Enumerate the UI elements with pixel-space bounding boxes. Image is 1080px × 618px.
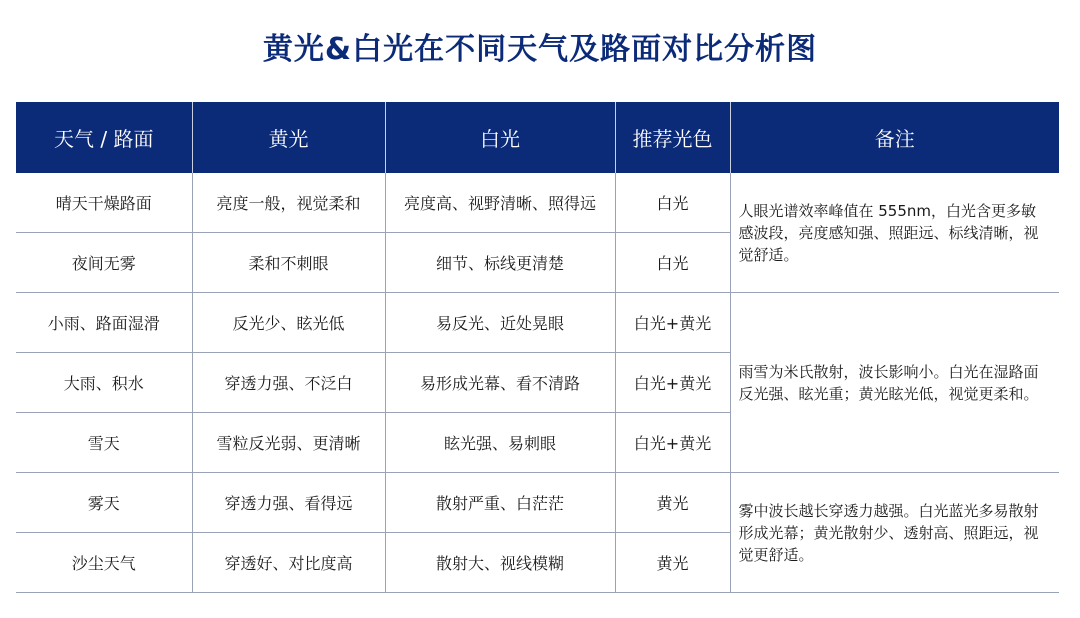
table-row	[16, 173, 1059, 233]
white-light-cell: 散射大、视线模糊	[385, 533, 615, 593]
white-light-cell: 眩光强、易刺眼	[385, 413, 615, 473]
yellow-light-cell: 亮度一般，视觉柔和	[192, 173, 385, 233]
recommend-cell: 黄光	[615, 533, 730, 593]
recommend-cell: 白光+黄光	[615, 353, 730, 413]
header-yellow-light: 黄光	[192, 102, 385, 173]
table-header-row	[16, 102, 1059, 173]
condition-cell: 雪天	[16, 413, 192, 473]
condition-cell: 夜间无雾	[16, 233, 192, 293]
header-white-light: 白光	[385, 102, 615, 173]
white-light-cell: 易反光、近处晃眼	[385, 293, 615, 353]
condition-cell: 晴天干燥路面	[16, 173, 192, 233]
recommend-cell: 黄光	[615, 473, 730, 533]
header-notes: 备注	[730, 102, 1059, 173]
white-light-cell: 易形成光幕、看不清路	[385, 353, 615, 413]
condition-cell: 小雨、路面湿滑	[16, 293, 192, 353]
yellow-light-cell: 穿透力强、不泛白	[192, 353, 385, 413]
table-row	[16, 293, 1059, 353]
white-light-cell: 亮度高、视野清晰、照得远	[385, 173, 615, 233]
recommend-cell: 白光	[615, 233, 730, 293]
recommend-cell: 白光	[615, 173, 730, 233]
note-cell: 雨雪为米氏散射，波长影响小。白光在湿路面反光强、眩光重；黄光眩光低，视觉更柔和。	[730, 293, 1059, 473]
condition-cell: 大雨、积水	[16, 353, 192, 413]
yellow-light-cell: 雪粒反光弱、更清晰	[192, 413, 385, 473]
yellow-light-cell: 柔和不刺眼	[192, 233, 385, 293]
yellow-light-cell: 穿透力强、看得远	[192, 473, 385, 533]
header-condition: 天气 / 路面	[16, 102, 192, 173]
note-cell: 人眼光谱效率峰值在 555nm，白光含更多敏感波段，亮度感知强、照距远、标线清晰，视觉舒适。	[730, 173, 1059, 293]
white-light-cell: 细节、标线更清楚	[385, 233, 615, 293]
yellow-light-cell: 穿透好、对比度高	[192, 533, 385, 593]
white-light-cell: 散射严重、白茫茫	[385, 473, 615, 533]
header-recommended-color: 推荐光色	[615, 102, 730, 173]
note-cell: 雾中波长越长穿透力越强。白光蓝光多易散射形成光幕；黄光散射少、透射高、照距远，视觉更舒适。	[730, 473, 1059, 593]
yellow-light-cell: 反光少、眩光低	[192, 293, 385, 353]
recommend-cell: 白光+黄光	[615, 293, 730, 353]
page-title: 黄光&白光在不同天气及路面对比分析图	[262, 32, 818, 67]
table-row	[16, 473, 1059, 533]
comparison-table	[16, 102, 1059, 593]
recommend-cell: 白光+黄光	[615, 413, 730, 473]
condition-cell: 沙尘天气	[16, 533, 192, 593]
condition-cell: 雾天	[16, 473, 192, 533]
